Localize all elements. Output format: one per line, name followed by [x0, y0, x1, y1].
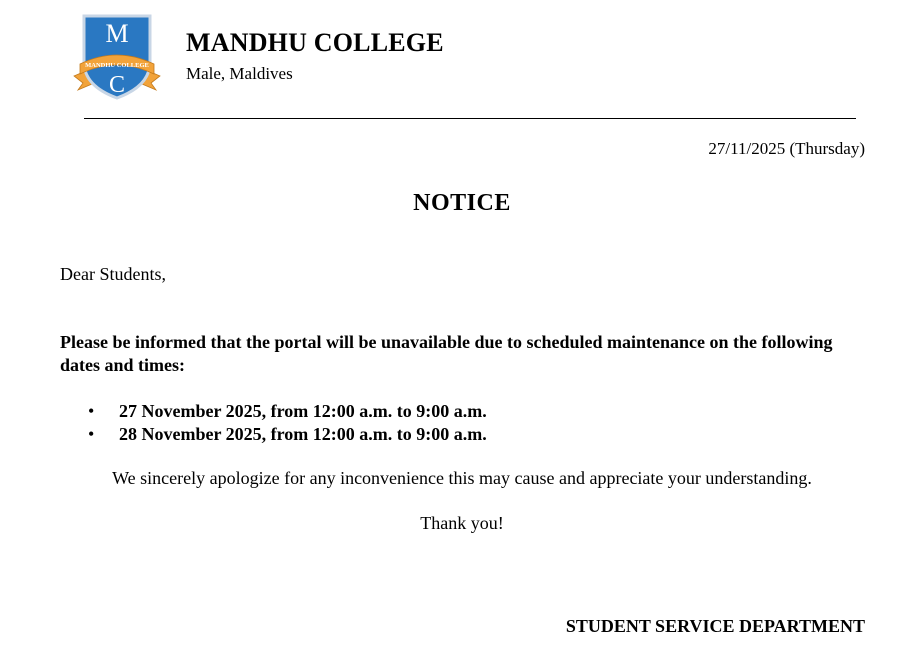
- schedule-item-text: 28 November 2025, from 12:00 a.m. to 9:00 a.m.: [119, 424, 487, 444]
- notice-date: 27/11/2025 (Thursday): [708, 139, 865, 158]
- signature-department: STUDENT SERVICE DEPARTMENT: [565, 616, 865, 636]
- bullet-icon: •: [88, 401, 95, 421]
- notice-title: NOTICE: [413, 190, 511, 216]
- schedule-item: [60, 400, 487, 423]
- college-location: Male, Maldives: [186, 64, 293, 83]
- logo-ribbon-text: MANDHU COLLEGE: [85, 62, 149, 69]
- bullet-icon: •: [88, 424, 95, 444]
- maintenance-schedule-list: [60, 400, 487, 446]
- header-divider: [84, 118, 856, 119]
- apology-paragraph: We sincerely apologize for any inconvenience this may cause and appreciate your understanding.: [112, 468, 812, 488]
- closing-text: Thank you!: [420, 513, 504, 533]
- greeting: Dear Students,: [60, 264, 166, 284]
- college-logo: [70, 12, 164, 102]
- college-name: MANDHU COLLEGE: [186, 28, 444, 57]
- announcement-paragraph: Please be informed that the portal will be unavailable due to scheduled maintenance on the following dates and times:: [60, 332, 833, 375]
- schedule-item-text: 27 November 2025, from 12:00 a.m. to 9:00 a.m.: [119, 401, 487, 421]
- logo-initial-top: M: [105, 19, 129, 48]
- logo-initial-bottom: C: [108, 72, 126, 98]
- schedule-item: [60, 423, 487, 446]
